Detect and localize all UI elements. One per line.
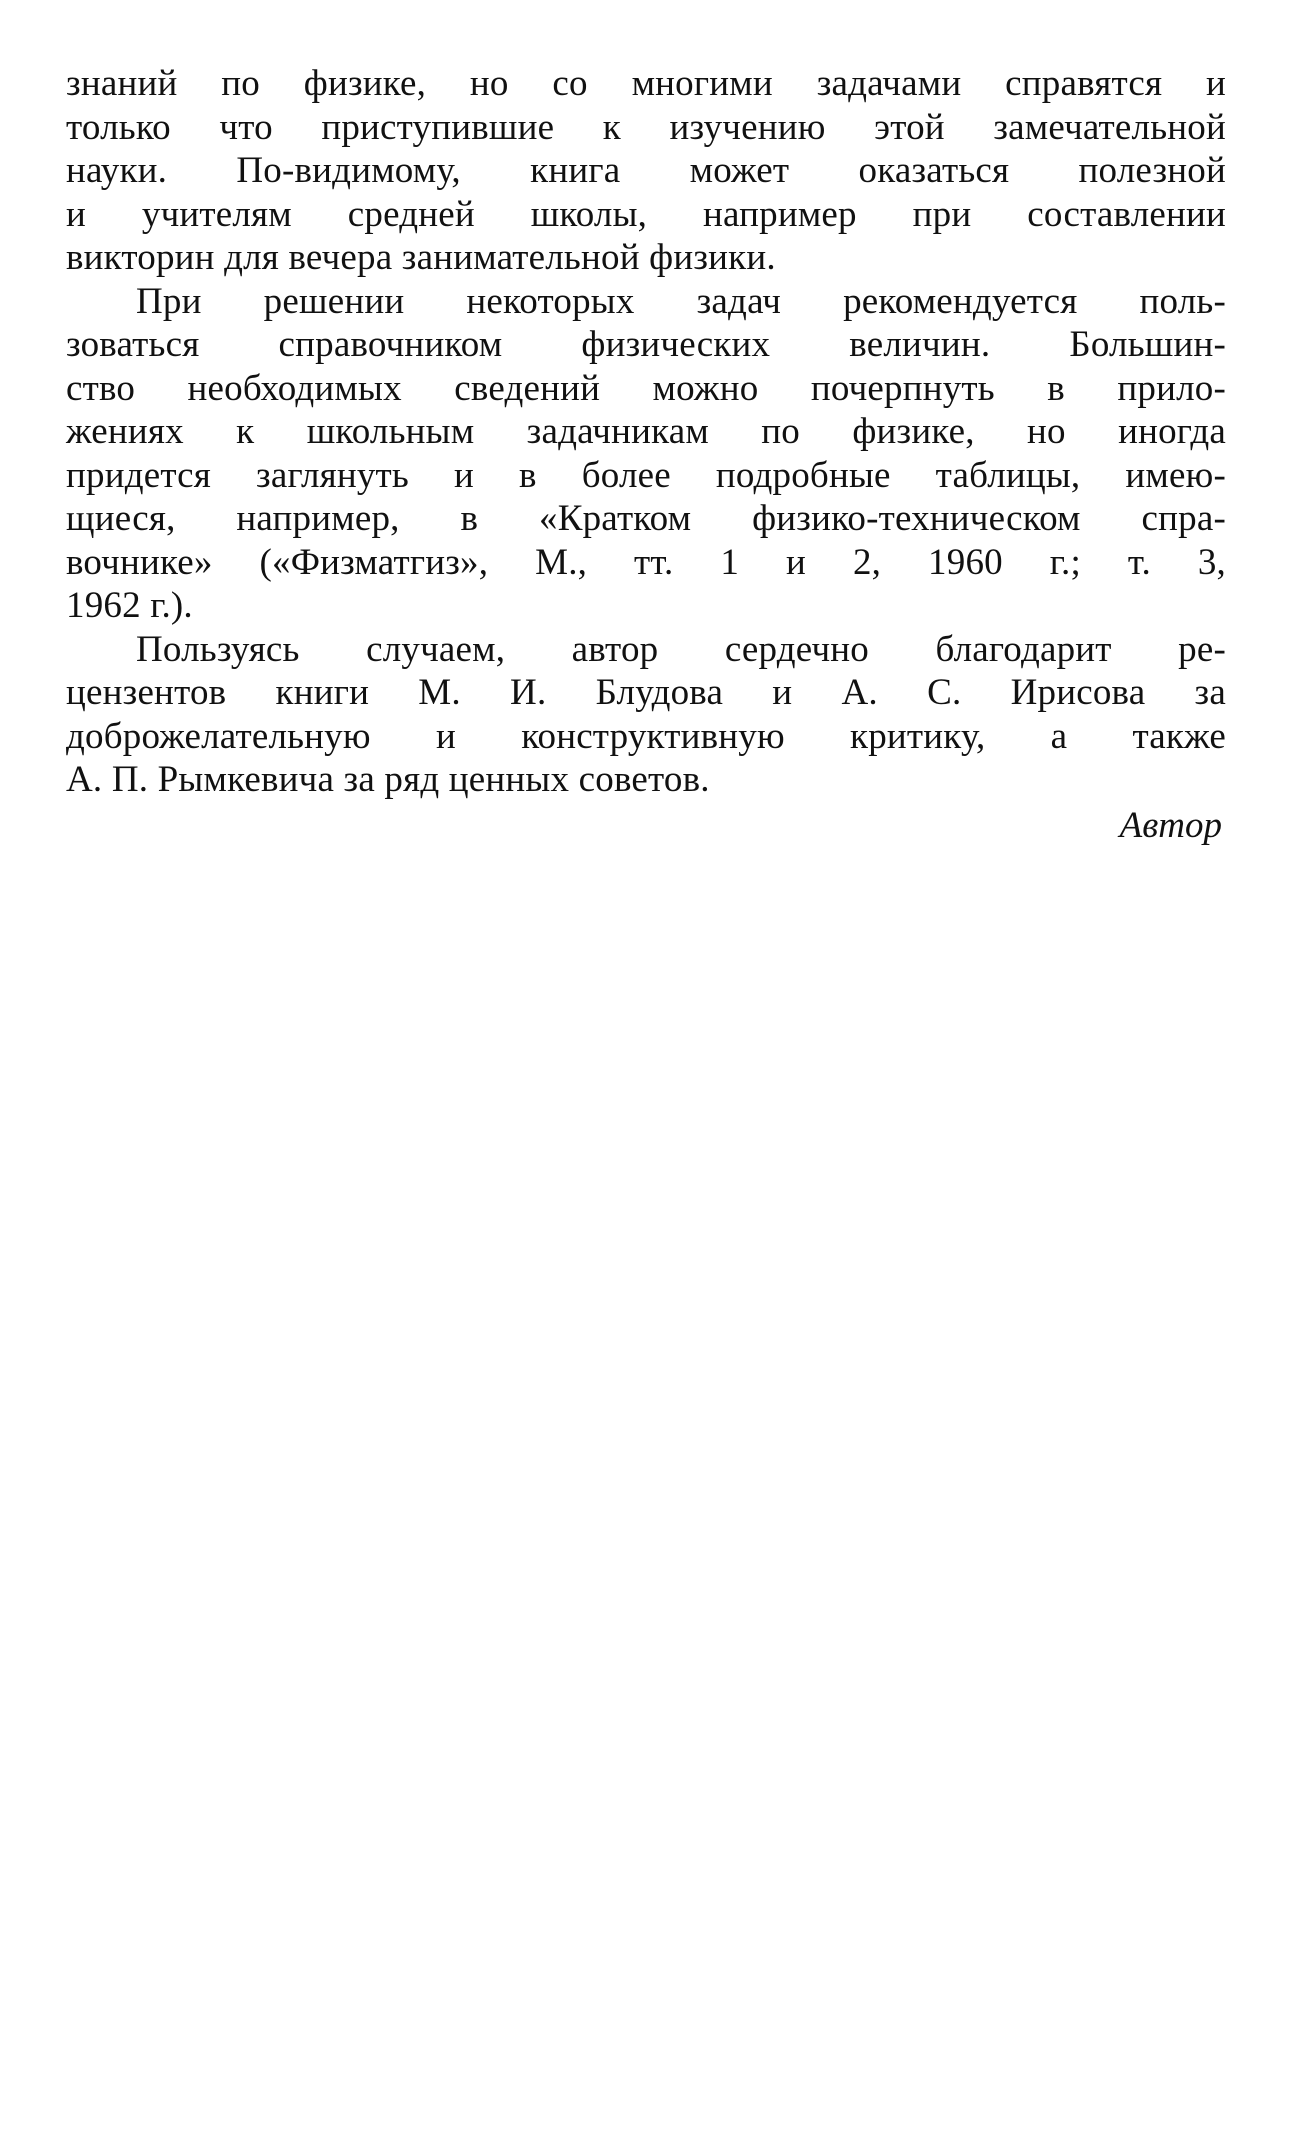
text-line: щиеся, например, в «Кратком физико-техническом спра- [66,498,1226,539]
text-line: вочнике» («Физматгиз», М., тт. 1 и 2, 1960 г.; т. 3, [66,541,1226,583]
text-line: А. П. Рымкевича за ряд ценных советов. [66,759,710,800]
text-line: придется заглянуть и в более подробные таблицы, имею- [66,454,1226,496]
text-line: только что приступившие к изучению этой замечательной [66,106,1226,148]
paragraph-2 [66,280,1226,628]
text-line: ство необходимых сведений можно почерпнуть в прило- [66,367,1226,409]
text-line: При решении некоторых задач рекомендуется поль- [136,280,1226,322]
text-line: науки. По-видимому, книга может оказаться полезной [66,150,1226,191]
text-line: зоваться справочником физических величин. Большин- [66,324,1226,365]
text-line: и учителям средней школы, например при составлении [66,193,1226,235]
text-line: доброжелательную и конструктивную критику, а также [66,715,1226,757]
text-line: 1962 г.). [66,585,193,626]
paragraph-1 [66,62,1226,280]
text-line: знаний по физике, но со многими задачами справятся и [66,63,1226,104]
document-page [66,62,1226,847]
text-line: цензентов книги М. И. Блудова и А. С. Ирисова за [66,672,1226,713]
text-line: Пользуясь случаем, автор сердечно благодарит ре- [136,628,1226,670]
paragraph-3 [66,628,1226,802]
text-line: жениях к школьным задачникам по физике, но иногда [66,411,1226,452]
author-signature: Автор [1119,804,1222,846]
text-line: викторин для вечера занимательной физики. [66,237,776,278]
